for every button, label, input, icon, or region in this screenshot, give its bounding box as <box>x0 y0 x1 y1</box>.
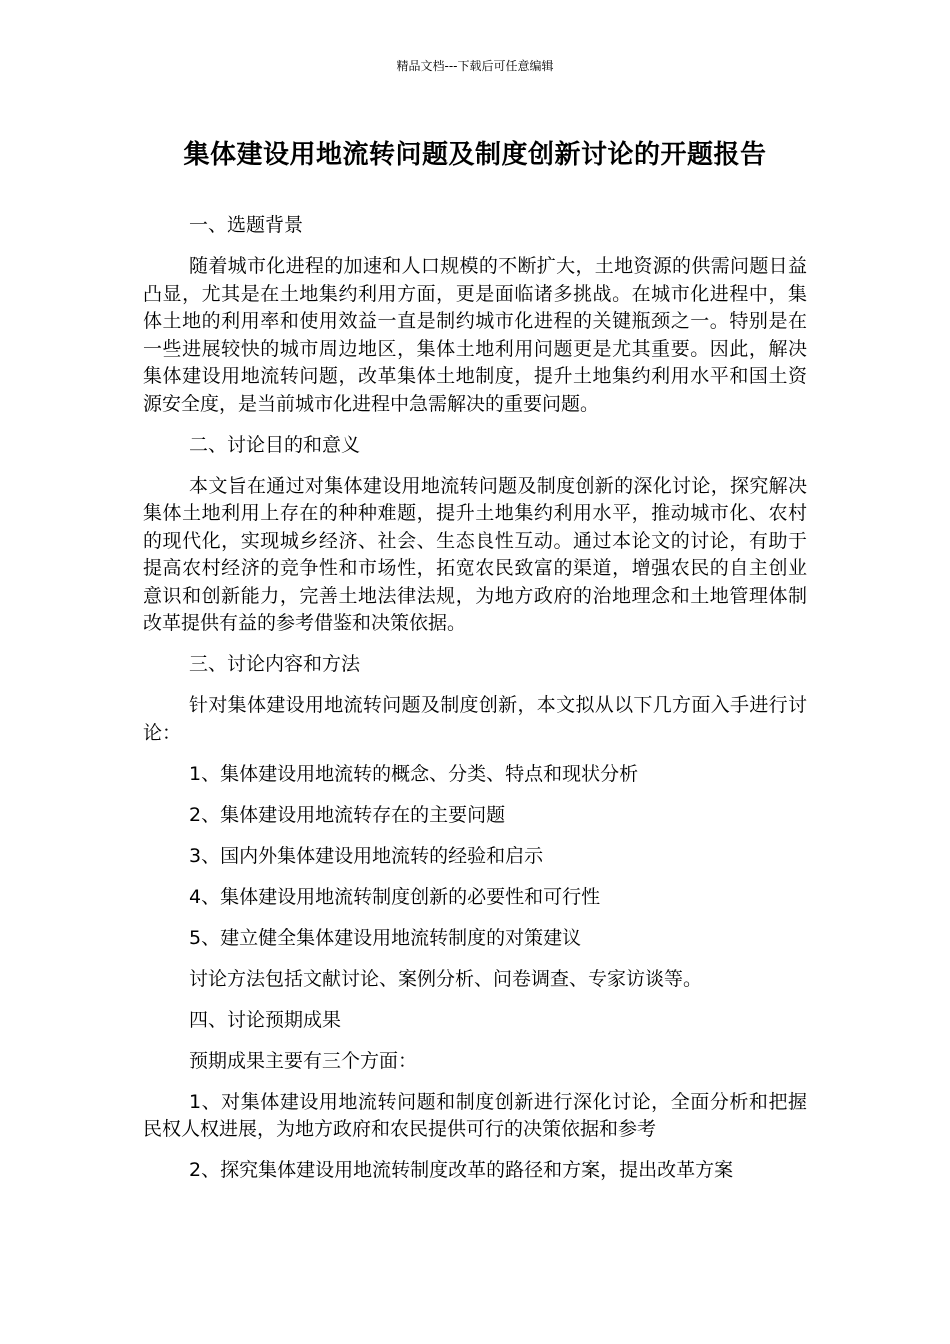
paragraph-results-intro: 预期成果主要有三个方面： <box>189 1049 418 1072</box>
list-item-content: 5、建立健全集体建设用地流转制度的对策建议 <box>189 926 582 949</box>
paragraph-purpose: 本文旨在通过对集体建设用地流转问题及制度创新的深化讨论，探究解决集体土地利用上存在的种种难题，提升土地集约利用水平，推动城市化、农村的现代化，实现城乡经济、社会、生态良性互动。通过本论文的讨论，有助于提高农村经济的竞争性和市场性，拓宽农民致富的渠道，增强农民的自主创业意识和创新能力，完善土地法律法规，为地方政府的治地理念和土地管理体制改革提供有益的参考借鉴和决策依据。 <box>143 474 807 634</box>
list-item-result: 2、探究集体建设用地流转制度改革的路径和方案，提出改革方案 <box>189 1159 734 1181</box>
section-heading-expected-results: 四、讨论预期成果 <box>189 1008 342 1031</box>
paragraph-method: 讨论方法包括文献讨论、案例分析、问卷调查、专家访谈等。 <box>189 967 703 990</box>
list-item-content: 4、集体建设用地流转制度创新的必要性和可行性 <box>189 885 601 908</box>
document-title: 集体建设用地流转问题及制度创新讨论的开题报告 <box>183 140 767 170</box>
list-item-content: 3、国内外集体建设用地流转的经验和启示 <box>189 844 544 867</box>
list-item-content: 2、集体建设用地流转存在的主要问题 <box>189 803 506 826</box>
page-header-note: 精品文档---下载后可任意编辑 <box>396 59 554 73</box>
list-item-result: 1、对集体建设用地流转问题和制度创新进行深化讨论，全面分析和把握民权人权进展，为地方政府和农民提供可行的决策依据和参考 <box>143 1090 807 1140</box>
list-item-content: 1、集体建设用地流转的概念、分类、特点和现状分析 <box>189 762 639 785</box>
section-heading-content-method: 三、讨论内容和方法 <box>189 653 361 675</box>
section-heading-background: 一、选题背景 <box>189 214 304 236</box>
document-body <box>143 212 807 1198</box>
paragraph-content-intro: 针对集体建设用地流转问题及制度创新，本文拟从以下几方面入手进行讨论： <box>143 694 807 744</box>
section-heading-purpose: 二、讨论目的和意义 <box>189 433 361 456</box>
paragraph-background: 随着城市化进程的加速和人口规模的不断扩大，土地资源的供需问题日益凸显，尤其是在土地集约利用方面，更是面临诸多挑战。在城市化进程中，集体土地的利用率和使用效益一直是制约城市化进程的关键瓶颈之一。特别是在一些进展较快的城市周边地区，集体土地利用问题更是尤其重要。因此，解决集体建设用地流转问题，改革集体土地制度，提升土地集约利用水平和国土资源安全度，是当前城市化进程中急需解决的重要问题。 <box>143 255 807 415</box>
